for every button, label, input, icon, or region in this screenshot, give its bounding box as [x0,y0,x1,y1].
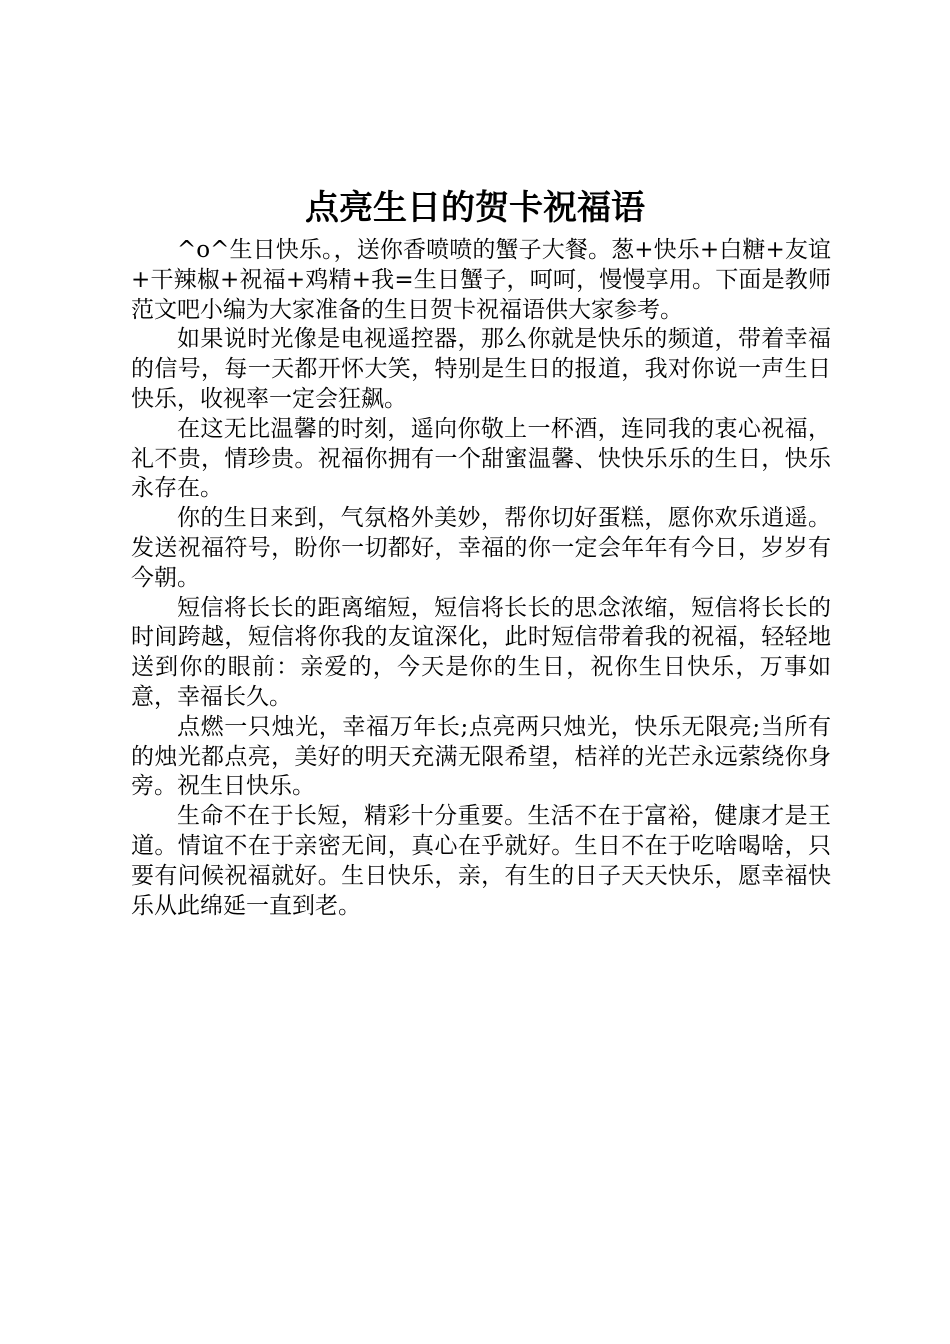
paragraph-5: 短信将长长的距离缩短，短信将长长的思念浓缩，短信将长长的时间跨越，短信将你我的友谊深化，此时短信带着我的祝福，轻轻地送到你的眼前：亲爱的，今天是你的生日，祝你生日快乐，万事如意，幸福长久。 [131,594,831,710]
paragraph-7: 生命不在于长短，精彩十分重要。生活不在于富裕，健康才是王道。情谊不在于亲密无间，真心在乎就好。生日不在于吃啥喝啥，只要有问候祝福就好。生日快乐，亲，有生的日子天天快乐，愿幸福快乐从此绵延一直到老。 [131,803,831,919]
paragraph-3: 在这无比温馨的时刻，遥向你敬上一杯酒，连同我的衷心祝福，礼不贵，情珍贵。祝福你拥有一个甜蜜温馨、快快乐乐的生日，快乐永存在。 [131,415,831,502]
paragraph-4: 你的生日来到，气氛格外美妙，帮你切好蛋糕，愿你欢乐逍遥。发送祝福符号，盼你一切都好，幸福的你一定会年年有今日，岁岁有今朝。 [131,505,831,591]
document-title: 点亮生日的贺卡祝福语 [305,188,645,228]
paragraph-1: ^o^生日快乐。，送你香喷喷的蟹子大餐。葱+快乐+白糖+友谊+干辣椒+祝福+鸡精+我=生日蟹子，呵呵，慢慢享用。下面是教师范文吧小编为大家准备的生日贺卡祝福语供大家参考。 [131,237,831,323]
paragraph-2: 如果说时光像是电视遥控器，那么你就是快乐的频道，带着幸福的信号，每一天都开怀大笑，特别是生日的报道，我对你说一声生日快乐，收视率一定会狂飙。 [131,326,831,412]
document-body [131,236,831,921]
paragraph-6: 点燃一只烛光，幸福万年长;点亮两只烛光，快乐无限亮;当所有的烛光都点亮，美好的明天充满无限希望，桔祥的光芒永远萦绕你身旁。祝生日快乐。 [131,713,831,800]
